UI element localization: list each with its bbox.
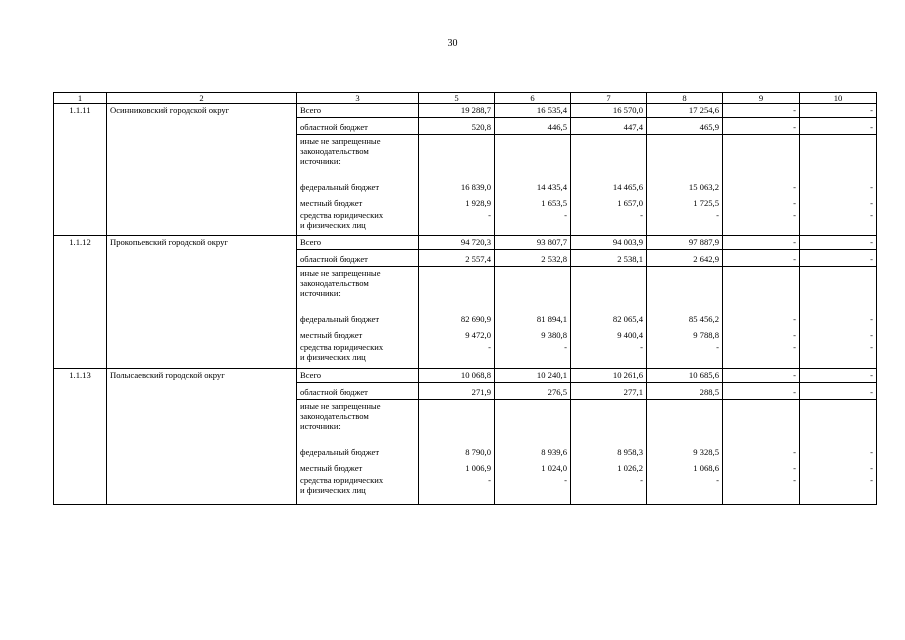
legal-entities-label: и физических лиц bbox=[300, 220, 366, 230]
value-cell bbox=[495, 266, 571, 324]
value-cell bbox=[571, 400, 647, 458]
value-cell: 16 570,0 bbox=[571, 104, 647, 118]
federal-budget-label: федеральный бюджет bbox=[300, 447, 380, 457]
column-header: 3 bbox=[297, 93, 419, 104]
funding-source-label: Всего bbox=[297, 235, 419, 249]
value-cell: - bbox=[571, 474, 647, 504]
other-sources-label: законодательством bbox=[300, 411, 369, 421]
federal-value: 14 465,6 bbox=[612, 182, 643, 192]
value-cell: 271,9 bbox=[419, 383, 495, 400]
federal-value: - bbox=[870, 447, 873, 457]
other-sources-label: иные не запрещенные bbox=[300, 267, 381, 278]
federal-value: 9 328,5 bbox=[693, 447, 719, 457]
value-cell bbox=[419, 400, 495, 458]
value-cell: 10 261,6 bbox=[571, 369, 647, 383]
table-row bbox=[54, 369, 877, 383]
value-cell: - bbox=[419, 209, 495, 235]
funding-source-label bbox=[297, 209, 419, 235]
value-cell: 10 068,8 bbox=[419, 369, 495, 383]
value-cell: 1 725,5 bbox=[647, 192, 723, 209]
legal-entities-label: и физических лиц bbox=[300, 485, 366, 495]
legal-entities-label: и физических лиц bbox=[300, 351, 366, 362]
federal-value: 81 894,1 bbox=[536, 313, 567, 324]
value-cell bbox=[571, 135, 647, 193]
municipality-name: Полысаевский городской округ bbox=[107, 369, 297, 505]
value-cell: 1 006,9 bbox=[419, 457, 495, 474]
other-sources-label: источники: bbox=[300, 156, 341, 166]
value-cell: - bbox=[800, 118, 877, 135]
value-cell: - bbox=[495, 474, 571, 504]
value-cell: 276,5 bbox=[495, 383, 571, 400]
federal-value: 82 065,4 bbox=[612, 313, 643, 324]
value-cell: - bbox=[800, 192, 877, 209]
value-cell: 1 024,0 bbox=[495, 457, 571, 474]
value-cell: - bbox=[723, 209, 800, 235]
value-cell bbox=[800, 266, 877, 324]
other-sources-label: иные не запрещенные bbox=[300, 136, 381, 146]
value-cell: 10 240,1 bbox=[495, 369, 571, 383]
federal-value: 82 690,9 bbox=[460, 313, 491, 324]
value-cell: 1 653,5 bbox=[495, 192, 571, 209]
value-cell: 465,9 bbox=[647, 118, 723, 135]
value-cell: - bbox=[571, 209, 647, 235]
other-sources-label: законодательством bbox=[300, 146, 369, 156]
table-row bbox=[54, 235, 877, 249]
value-cell: 17 254,6 bbox=[647, 104, 723, 118]
value-cell: - bbox=[723, 457, 800, 474]
funding-source-label bbox=[297, 474, 419, 504]
value-cell: 10 685,6 bbox=[647, 369, 723, 383]
value-cell: - bbox=[723, 235, 800, 249]
legal-entities-label: средства юридических bbox=[300, 341, 384, 352]
funding-source-label: местный бюджет bbox=[297, 457, 419, 474]
value-cell bbox=[647, 400, 723, 458]
funding-source-label: областной бюджет bbox=[297, 249, 419, 266]
value-cell: 447,4 bbox=[571, 118, 647, 135]
value-cell: - bbox=[800, 457, 877, 474]
value-cell: - bbox=[800, 235, 877, 249]
value-cell bbox=[723, 266, 800, 324]
value-cell: - bbox=[495, 209, 571, 235]
page-number: 30 bbox=[447, 38, 458, 49]
funding-source-label: Всего bbox=[297, 104, 419, 118]
federal-value: - bbox=[870, 182, 873, 192]
legal-entities-label: средства юридических bbox=[300, 210, 384, 220]
column-header: 1 bbox=[54, 93, 107, 104]
municipality-name: Прокопьевский городской округ bbox=[107, 235, 297, 369]
value-cell: - bbox=[800, 474, 877, 504]
value-cell: 9 788,8 bbox=[647, 324, 723, 341]
federal-value: - bbox=[793, 313, 796, 324]
value-cell: - bbox=[723, 249, 800, 266]
value-cell: 1 026,2 bbox=[571, 457, 647, 474]
budget-table bbox=[53, 92, 877, 505]
value-cell bbox=[800, 400, 877, 458]
value-cell: - bbox=[800, 249, 877, 266]
federal-value: 14 435,4 bbox=[536, 182, 567, 192]
value-cell bbox=[495, 400, 571, 458]
value-cell: - bbox=[723, 118, 800, 135]
other-sources-label: иные не запрещенные bbox=[300, 401, 381, 411]
funding-source-label bbox=[297, 341, 419, 369]
value-cell: - bbox=[800, 324, 877, 341]
value-cell: - bbox=[723, 369, 800, 383]
funding-source-label: местный бюджет bbox=[297, 324, 419, 341]
funding-source-label bbox=[297, 400, 419, 458]
value-cell: 1 068,6 bbox=[647, 457, 723, 474]
other-sources-label: законодательством bbox=[300, 277, 369, 288]
column-header: 7 bbox=[571, 93, 647, 104]
value-cell bbox=[495, 135, 571, 193]
value-cell: - bbox=[495, 341, 571, 369]
value-cell: 2 642,9 bbox=[647, 249, 723, 266]
value-cell: - bbox=[419, 341, 495, 369]
row-code: 1.1.12 bbox=[54, 235, 107, 369]
value-cell: 93 807,7 bbox=[495, 235, 571, 249]
column-header: 2 bbox=[107, 93, 297, 104]
value-cell: 520,8 bbox=[419, 118, 495, 135]
column-header: 5 bbox=[419, 93, 495, 104]
row-code: 1.1.13 bbox=[54, 369, 107, 505]
other-sources-label: источники: bbox=[300, 287, 341, 298]
value-cell bbox=[647, 135, 723, 193]
column-header: 9 bbox=[723, 93, 800, 104]
value-cell: 1 928,9 bbox=[419, 192, 495, 209]
header-row bbox=[54, 93, 877, 104]
value-cell: - bbox=[723, 192, 800, 209]
value-cell bbox=[800, 135, 877, 193]
legal-entities-label: средства юридических bbox=[300, 475, 384, 485]
other-sources-label: источники: bbox=[300, 421, 341, 431]
value-cell: 288,5 bbox=[647, 383, 723, 400]
federal-value: 16 839,0 bbox=[460, 182, 491, 192]
value-cell bbox=[647, 266, 723, 324]
value-cell: 9 380,8 bbox=[495, 324, 571, 341]
value-cell bbox=[723, 400, 800, 458]
value-cell: - bbox=[723, 341, 800, 369]
value-cell bbox=[419, 266, 495, 324]
value-cell: - bbox=[723, 324, 800, 341]
value-cell: - bbox=[723, 383, 800, 400]
value-cell: - bbox=[647, 209, 723, 235]
funding-source-label: областной бюджет bbox=[297, 383, 419, 400]
value-cell: 94 003,9 bbox=[571, 235, 647, 249]
funding-source-label: Всего bbox=[297, 369, 419, 383]
column-header: 8 bbox=[647, 93, 723, 104]
value-cell: 94 720,3 bbox=[419, 235, 495, 249]
value-cell: 446,5 bbox=[495, 118, 571, 135]
value-cell bbox=[419, 135, 495, 193]
row-code: 1.1.11 bbox=[54, 104, 107, 236]
federal-value: - bbox=[793, 182, 796, 192]
federal-value: 8 958,3 bbox=[617, 447, 643, 457]
value-cell: 2 532,8 bbox=[495, 249, 571, 266]
value-cell: 19 288,7 bbox=[419, 104, 495, 118]
column-header: 10 bbox=[800, 93, 877, 104]
value-cell: - bbox=[571, 341, 647, 369]
value-cell: - bbox=[723, 474, 800, 504]
value-cell: 1 657,0 bbox=[571, 192, 647, 209]
value-cell: - bbox=[647, 341, 723, 369]
funding-source-label: областной бюджет bbox=[297, 118, 419, 135]
value-cell: - bbox=[800, 104, 877, 118]
column-header: 6 bbox=[495, 93, 571, 104]
federal-budget-label: федеральный бюджет bbox=[300, 313, 380, 324]
value-cell bbox=[571, 266, 647, 324]
value-cell bbox=[723, 135, 800, 193]
federal-value: 8 939,6 bbox=[541, 447, 567, 457]
federal-value: - bbox=[793, 447, 796, 457]
federal-budget-label: федеральный бюджет bbox=[300, 182, 380, 192]
value-cell: - bbox=[723, 104, 800, 118]
value-cell: - bbox=[647, 474, 723, 504]
federal-value: - bbox=[870, 313, 873, 324]
value-cell: 97 887,9 bbox=[647, 235, 723, 249]
value-cell: - bbox=[800, 209, 877, 235]
value-cell: - bbox=[800, 341, 877, 369]
value-cell: - bbox=[800, 383, 877, 400]
value-cell: 9 472,0 bbox=[419, 324, 495, 341]
value-cell: 16 535,4 bbox=[495, 104, 571, 118]
federal-value: 85 456,2 bbox=[688, 313, 719, 324]
value-cell: 2 538,1 bbox=[571, 249, 647, 266]
funding-source-label bbox=[297, 266, 419, 324]
table-row bbox=[54, 104, 877, 118]
funding-source-label: местный бюджет bbox=[297, 192, 419, 209]
municipality-name: Осинниковский городской округ bbox=[107, 104, 297, 236]
value-cell: - bbox=[419, 474, 495, 504]
value-cell: 277,1 bbox=[571, 383, 647, 400]
value-cell: 2 557,4 bbox=[419, 249, 495, 266]
value-cell: 9 400,4 bbox=[571, 324, 647, 341]
value-cell: - bbox=[800, 369, 877, 383]
federal-value: 15 063,2 bbox=[688, 182, 719, 192]
federal-value: 8 790,0 bbox=[465, 447, 491, 457]
funding-source-label bbox=[297, 135, 419, 193]
